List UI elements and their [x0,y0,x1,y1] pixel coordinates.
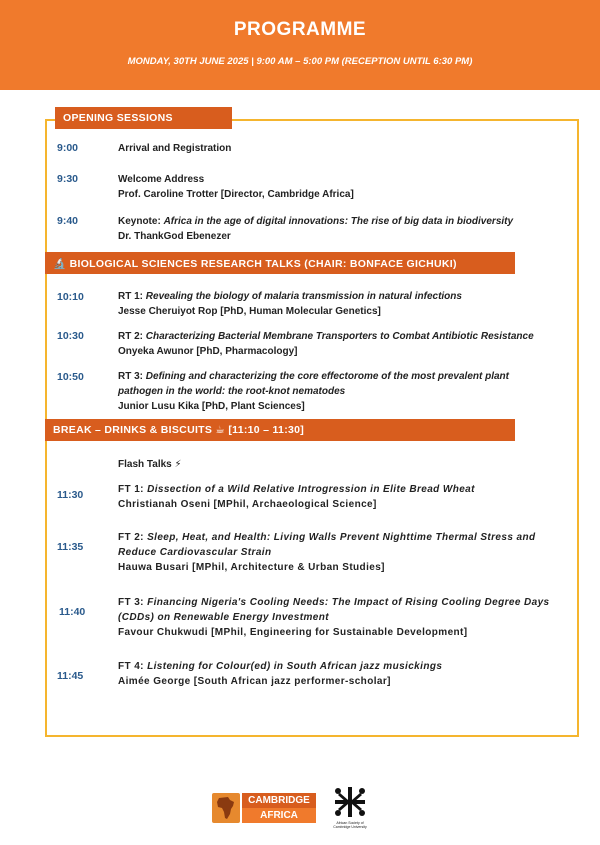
section-label: BIOLOGICAL SCIENCES RESEARCH TALKS (CHAIR: BONFACE GICHUKI) [69,258,457,270]
session-entry [118,172,568,202]
session-entry [118,289,568,319]
session-speaker: Jesse Cheruiyot Rop [PhD, Human Molecular Genetics] [118,306,381,317]
african-society-logo [330,785,370,835]
section-bar-biosci [45,252,515,274]
section-label: OPENING SESSIONS [63,112,173,124]
session-title: Financing Nigeria's Cooling Needs: The Impact of Rising Cooling Degree Days (CDDs) on Renewable Energy Investment [118,597,550,623]
session-prefix: RT 1: [118,291,146,302]
session-prefix: FT 2: [118,532,148,543]
session-time: 11:45 [57,670,84,682]
session-entry [118,530,558,575]
session-speaker: Dr. ThankGod Ebenezer [118,231,231,242]
logo-caption: African Society of Cambridge University [333,821,367,829]
microscope-icon: 🔬 [53,258,67,270]
session-speaker: Junior Lusu Kika [PhD, Plant Sciences] [118,401,305,412]
session-title: Listening for Colour(ed) in South African jazz musickings [147,661,443,672]
logo-text-line1: CAMBRIDGE [242,793,316,808]
session-title: Sleep, Heat, and Health: Living Walls Prevent Nighttime Thermal Stress and Reduce Cardiovascular Strain [118,532,536,558]
session-prefix: FT 3: [118,597,148,608]
page-title: PROGRAMME [233,19,367,40]
session-entry [118,141,568,156]
session-speaker: Hauwa Busari [MPhil, Architecture & Urban Studies] [118,562,385,573]
session-time: 11:35 [57,541,84,553]
session-entry [118,329,568,359]
session-title: Defining and characterizing the core effectorome of the most prevalent plant pathogen in the world: the root-knot nematodes [118,371,509,397]
session-prefix: FT 1: [118,484,148,495]
session-time: 9:30 [57,173,79,185]
session-prefix: Keynote: [118,216,164,227]
session-time: 10:10 [57,291,84,303]
session-entry [118,482,568,512]
session-time: 9:40 [57,215,79,227]
logo-text-line2: AFRICA [242,808,316,823]
session-speaker: Aimée George [South African jazz performer-scholar] [118,676,391,687]
section-label: BREAK – DRINKS & BISCUITS [53,424,213,436]
cambridge-africa-logo [212,793,316,823]
session-time: 10:30 [57,330,84,342]
african-society-emblem-icon [330,785,370,819]
session-speaker: Favour Chukwudi [MPhil, Engineering for Sustainable Development] [118,627,468,638]
flash-talks-heading [118,457,568,472]
footer-logos [0,785,600,835]
session-prefix: RT 3: [118,371,146,382]
page-header [0,0,600,90]
session-entry [118,595,558,640]
session-time: 9:00 [57,142,79,154]
section-bar-opening [55,107,232,129]
session-time: 11:40 [59,606,86,618]
session-time: 10:50 [57,371,84,383]
break-time: [11:10 – 11:30] [228,424,305,436]
session-speaker: Prof. Caroline Trotter [Director, Cambridge Africa] [118,189,354,200]
session-title: Characterizing Bacterial Membrane Transporters to Combat Antibiotic Resistance [145,331,534,342]
session-speaker: Christianah Oseni [MPhil, Archaeological Science] [118,499,377,510]
flash-talks-label: Flash Talks [118,459,172,470]
session-title: Welcome Address [118,174,205,185]
section-bar-break [45,419,515,441]
lightning-icon: ⚡ [174,459,182,470]
session-prefix: FT 4: [118,661,148,672]
session-entry [118,659,568,689]
session-time: 11:30 [57,489,84,501]
session-title: Dissection of a Wild Relative Introgression in Elite Bread Wheat [147,484,475,495]
session-title: Revealing the biology of malaria transmission in natural infections [145,291,462,302]
session-entry [118,214,568,244]
africa-map-icon [212,793,240,823]
session-title: Africa in the age of digital innovations: The rise of big data in biodiversity [163,216,514,227]
session-title: Arrival and Registration [118,143,232,154]
coffee-icon: ☕ [215,424,226,436]
session-prefix: RT 2: [118,331,146,342]
session-entry [118,369,548,414]
event-date-time: MONDAY, 30TH JUNE 2025 | 9:00 AM – 5:00 PM (RECEPTION UNTIL 6:30 PM) [127,56,473,67]
session-speaker: Onyeka Awunor [PhD, Pharmacology] [118,346,298,357]
